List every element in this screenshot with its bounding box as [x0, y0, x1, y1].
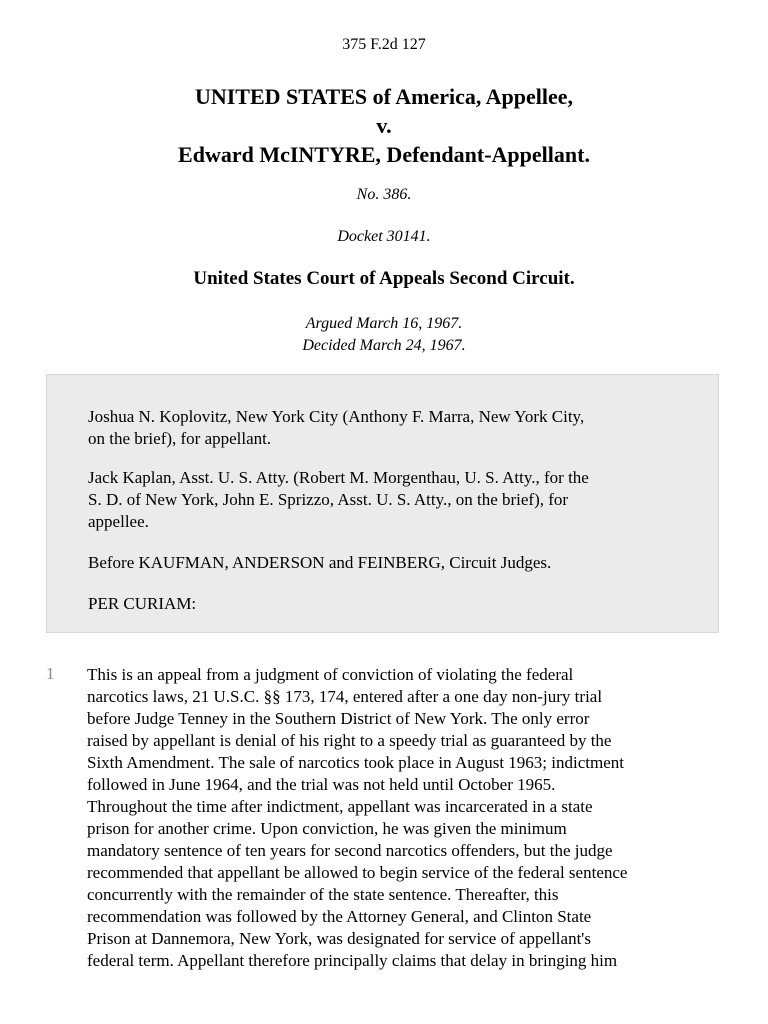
- appellee-counsel-line: Jack Kaplan, Asst. U. S. Atty. (Robert M. Morgenthau, U. S. Atty., for the: [88, 468, 589, 487]
- opinion-line: prison for another crime. Upon conviction, he was given the minimum: [87, 819, 567, 838]
- appellee-counsel-line: appellee.: [88, 512, 149, 531]
- appellant-counsel: [88, 406, 698, 450]
- opinion-line: followed in June 1964, and the trial was not held until October 1965.: [87, 775, 556, 794]
- per-curiam-label: PER CURIAM:: [88, 594, 197, 613]
- opinion-line: recommended that appellant be allowed to begin service of the federal sentence: [87, 863, 628, 882]
- caption-versus: v.: [376, 113, 392, 138]
- opinion-line: This is an appeal from a judgment of conviction of violating the federal: [87, 665, 574, 684]
- opinion-line: raised by appellant is denial of his right to a speedy trial as guaranteed by the: [87, 731, 612, 750]
- opinion-paragraph: [87, 664, 727, 972]
- case-citation: 375 F.2d 127: [342, 36, 426, 53]
- decided-date: Decided March 24, 1967.: [302, 337, 466, 354]
- argued-date: Argued March 16, 1967.: [305, 315, 463, 332]
- counsel-box: [46, 374, 719, 633]
- docket-number: Docket 30141.: [337, 228, 431, 245]
- appellant-counsel-line: on the brief), for appellant.: [88, 429, 272, 448]
- appellant-counsel-line: Joshua N. Koplovitz, New York City (Anthony F. Marra, New York City,: [88, 407, 585, 426]
- appellee-counsel: [88, 467, 698, 533]
- opinion-line: recommendation was followed by the Attorney General, and Clinton State: [87, 907, 592, 926]
- opinion-line: concurrently with the remainder of the state sentence. Thereafter, this: [87, 885, 559, 904]
- opinion-line: mandatory sentence of ten years for second narcotics offenders, but the judge: [87, 841, 613, 860]
- caption-appellant: Edward McINTYRE, Defendant-Appellant.: [178, 142, 590, 167]
- opinion-line: Throughout the time after indictment, appellant was incarcerated in a state: [87, 797, 593, 816]
- opinion-line: before Judge Tenney in the Southern District of New York. The only error: [87, 709, 590, 728]
- case-caption: [0, 82, 768, 169]
- opinion-line: Sixth Amendment. The sale of narcotics took place in August 1963; indictment: [87, 753, 624, 772]
- panel-judges: Before KAUFMAN, ANDERSON and FEINBERG, Circuit Judges.: [88, 553, 552, 572]
- paragraph-number: 1: [46, 664, 55, 683]
- court-name: United States Court of Appeals Second Circuit.: [193, 268, 575, 289]
- caption-appellee: UNITED STATES of America, Appellee,: [194, 84, 574, 109]
- opinion-line: federal term. Appellant therefore principally claims that delay in bringing him: [87, 951, 618, 970]
- appellee-counsel-line: S. D. of New York, John E. Sprizzo, Asst. U. S. Atty., on the brief), for: [88, 490, 569, 509]
- opinion-line: Prison at Dannemora, New York, was designated for service of appellant's: [87, 929, 591, 948]
- case-number: No. 386.: [356, 186, 412, 203]
- opinion-line: narcotics laws, 21 U.S.C. §§ 173, 174, entered after a one day non-jury trial: [87, 687, 603, 706]
